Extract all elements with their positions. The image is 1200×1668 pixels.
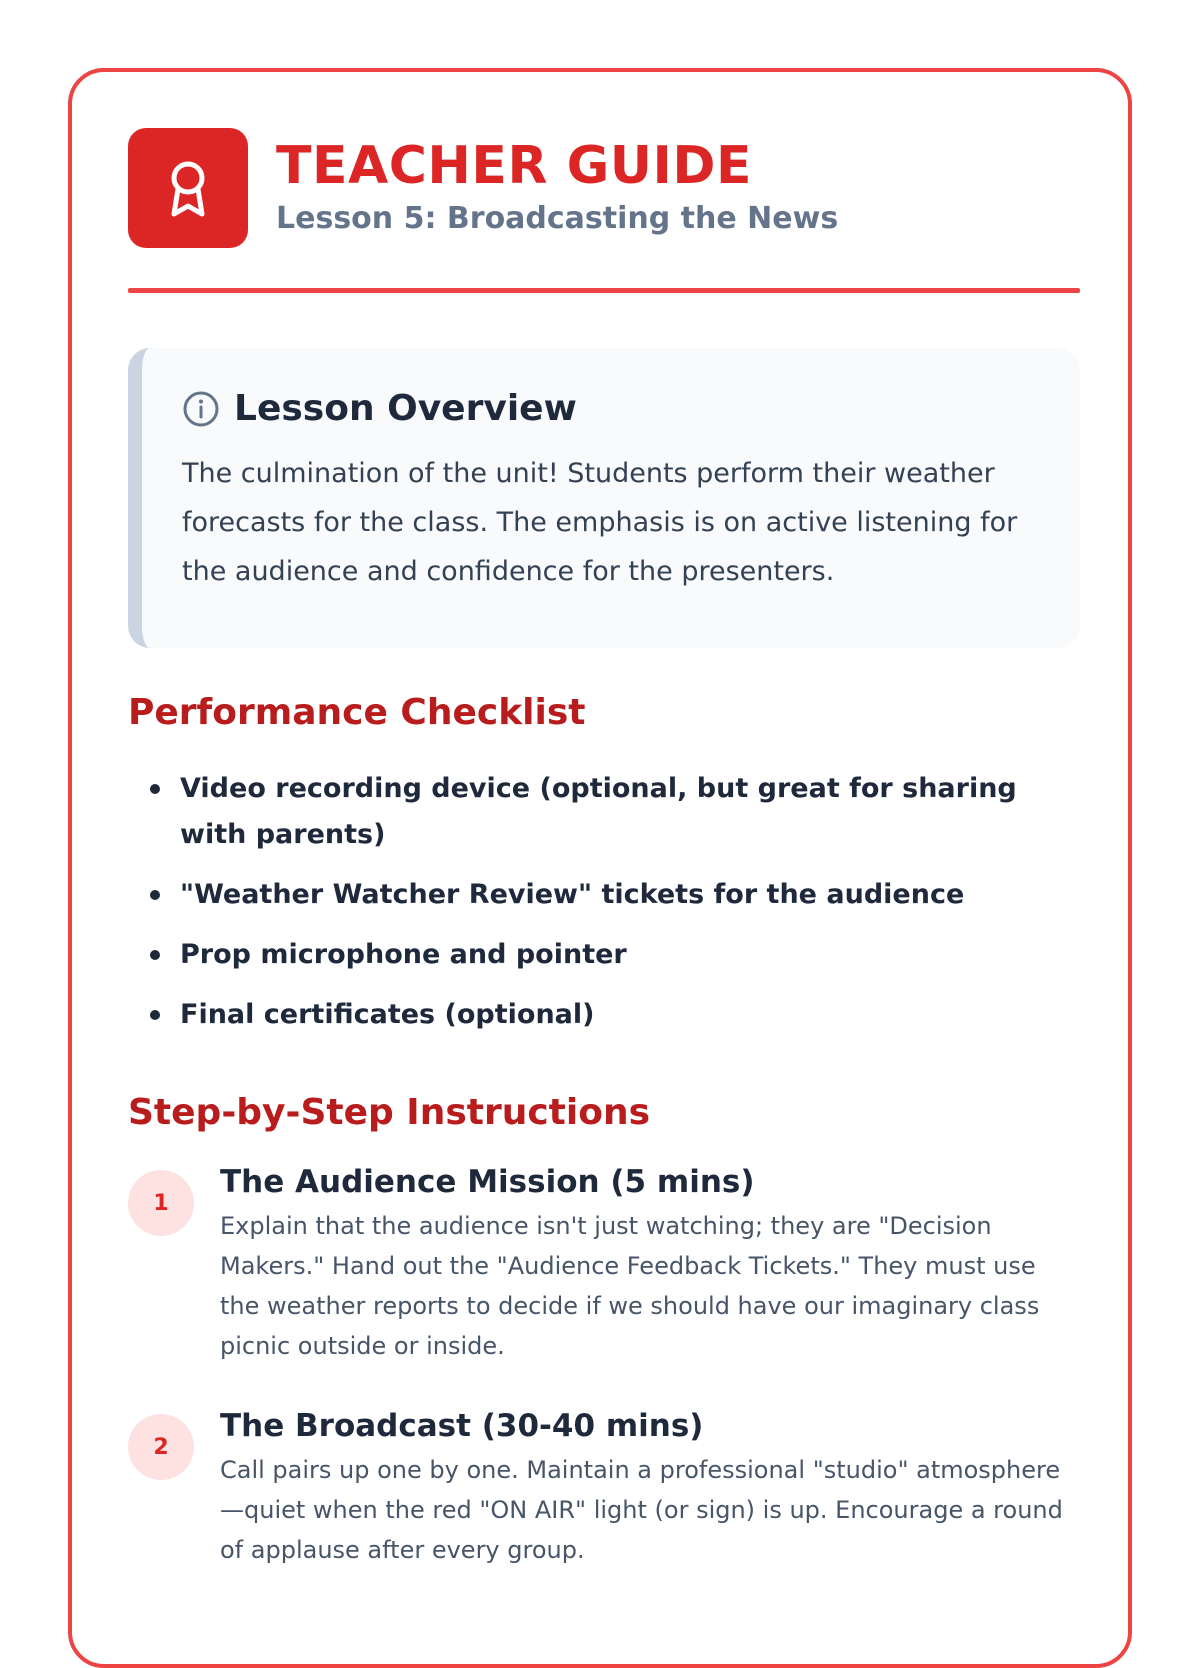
list-item: Video recording device (optional, but great for sharing with parents)	[128, 766, 1028, 858]
instruction-steps	[128, 1162, 1080, 1610]
guide-header	[128, 128, 838, 248]
step-number-badge: 1	[128, 1170, 194, 1236]
header-divider	[128, 288, 1080, 293]
list-item: "Weather Watcher Review" tickets for the audience	[128, 872, 1028, 918]
step-title: The Audience Mission (5 mins)	[220, 1164, 755, 1200]
bullet-icon	[150, 784, 160, 794]
overview-title: Lesson Overview	[234, 388, 577, 429]
bullet-icon	[150, 890, 160, 900]
list-item: Final certificates (optional)	[128, 992, 1028, 1038]
step-description: Explain that the audience isn't just watching; they are "Decision Makers." Hand out the "Audience Feedback Tickets." They must use the weather reports to decide if we should have our imaginary class picnic outside or inside.	[220, 1212, 1040, 1360]
performance-checklist	[128, 766, 1028, 1052]
checklist-heading: Performance Checklist	[128, 692, 586, 733]
step-number-badge: 2	[128, 1414, 194, 1480]
bullet-icon	[150, 950, 160, 960]
step-description: Call pairs up one by one. Maintain a professional "studio" atmosphere—quiet when the red "ON AIR" light (or sign) is up. Encourage a round of applause after every group.	[220, 1456, 1063, 1564]
instructions-heading: Step-by-Step Instructions	[128, 1092, 651, 1133]
teacher-guide-card	[68, 68, 1132, 1668]
lesson-overview-panel	[128, 348, 1080, 648]
award-ribbon-icon	[128, 128, 248, 248]
bullet-icon	[150, 1010, 160, 1020]
step-item	[128, 1406, 1080, 1570]
step-item	[128, 1162, 1080, 1366]
overview-text: The culmination of the unit! Students perform their weather forecasts for the class. The emphasis is on active listening for the audience and confidence for the presenters.	[182, 458, 1018, 587]
step-title: The Broadcast (30-40 mins)	[220, 1408, 704, 1444]
lesson-subtitle: Lesson 5: Broadcasting the News	[276, 201, 839, 237]
list-item: Prop microphone and pointer	[128, 932, 1028, 978]
page-title: TEACHER GUIDE	[276, 135, 753, 196]
info-icon	[182, 390, 220, 428]
